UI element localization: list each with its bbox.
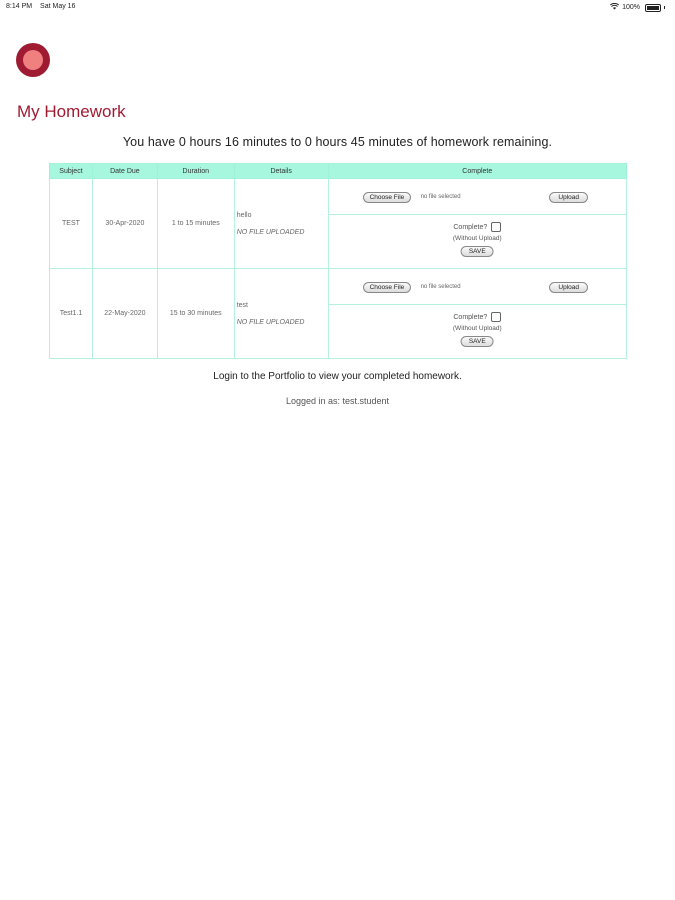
- wifi-icon: [610, 3, 619, 12]
- table-header-row: [50, 164, 627, 179]
- table-row: [50, 269, 627, 359]
- status-date: Sat May 16: [40, 3, 76, 10]
- no-file-label: no file selected: [420, 283, 461, 290]
- cell-details: [234, 179, 328, 269]
- upload-button[interactable]: Upload: [549, 282, 588, 293]
- status-time: 8:14 PM: [6, 3, 33, 10]
- details-text: hello: [236, 211, 252, 219]
- cell-details: [234, 269, 328, 359]
- choose-file-button[interactable]: Choose File: [363, 192, 412, 203]
- logged-in-status: Logged in as: test.student: [285, 396, 390, 406]
- choose-file-button[interactable]: Choose File: [363, 282, 412, 293]
- status-bar: [0, 0, 675, 14]
- cell-date-due: 30-Apr-2020: [92, 179, 157, 269]
- homework-remaining-text: You have 0 hours 16 minutes to 0 hours 45 minutes of homework remaining.: [122, 135, 553, 149]
- header-duration: Duration: [157, 164, 234, 179]
- complete-area: [329, 305, 626, 358]
- cell-duration: 15 to 30 minutes: [157, 269, 234, 359]
- complete-area: [329, 215, 626, 268]
- cell-complete: [328, 179, 626, 269]
- app-logo: [16, 43, 50, 77]
- header-subject: Subject: [50, 164, 93, 179]
- no-file-label: no file selected: [420, 193, 461, 200]
- save-button[interactable]: SAVE: [461, 246, 494, 257]
- header-details: Details: [234, 164, 328, 179]
- cell-complete: [328, 269, 626, 359]
- battery-percent: 100%: [622, 4, 640, 11]
- upload-area: [329, 270, 626, 305]
- complete-checkbox[interactable]: [491, 222, 501, 232]
- cell-date-due: 22-May-2020: [92, 269, 157, 359]
- without-upload-label: (Without Upload): [452, 324, 502, 332]
- portfolio-note: Login to the Portfolio to view your completed homework.: [213, 371, 462, 382]
- cell-subject: Test1.1: [50, 269, 93, 359]
- cell-duration: 1 to 15 minutes: [157, 179, 234, 269]
- battery-icon: [645, 4, 661, 12]
- header-date-due: Date Due: [92, 164, 157, 179]
- save-button[interactable]: SAVE: [461, 336, 494, 347]
- complete-label: Complete?: [453, 313, 488, 321]
- without-upload-label: (Without Upload): [452, 234, 502, 242]
- table-row: [50, 179, 627, 269]
- homework-table: [49, 163, 627, 359]
- upload-area: [329, 180, 626, 215]
- page-title: My Homework: [17, 102, 126, 121]
- details-file-status: NO FILE UPLOADED: [236, 318, 305, 326]
- details-file-status: NO FILE UPLOADED: [236, 228, 305, 236]
- header-complete: Complete: [328, 164, 626, 179]
- upload-button[interactable]: Upload: [549, 192, 588, 203]
- complete-label: Complete?: [453, 223, 488, 231]
- cell-subject: TEST: [50, 179, 93, 269]
- details-text: test: [236, 301, 248, 309]
- complete-checkbox[interactable]: [491, 312, 501, 322]
